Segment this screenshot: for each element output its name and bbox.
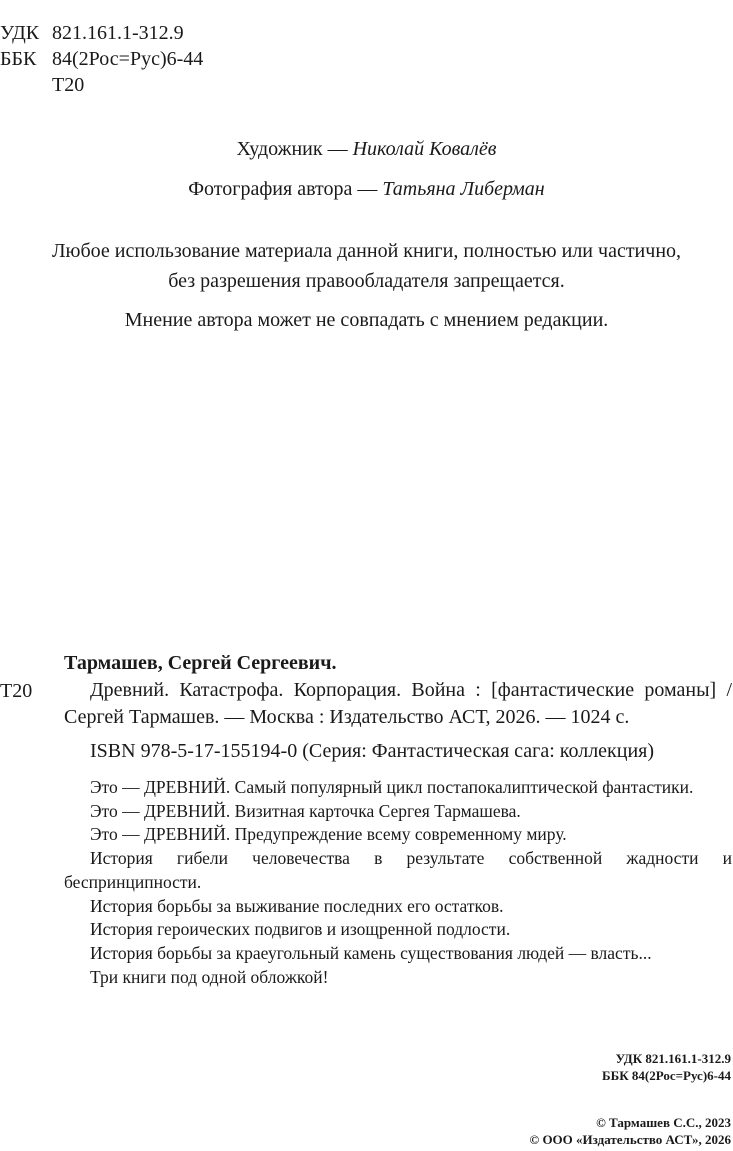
photo-credit (0, 178, 733, 201)
catalog-author: Тармашев, Сергей Сергеевич. (64, 652, 337, 674)
copyright-block (529, 1114, 731, 1148)
udk-label: УДК (0, 22, 40, 44)
copyright-author: © Тармашев С.С., 2023 (596, 1115, 731, 1130)
annotation-line: Это — ДРЕВНИЙ. Предупреждение всему современному миру. (90, 824, 567, 845)
author-mark: Т20 (52, 74, 85, 96)
bottom-udk: УДК 821.161.1-312.9 (615, 1051, 731, 1066)
annotation-line: История борьбы за краеугольный камень существования людей — власть... (90, 942, 652, 963)
catalog-author-mark: Т20 (0, 680, 33, 702)
bottom-bbk: ББК 84(2Рос=Рус)6-44 (602, 1068, 731, 1083)
annotation-line: История героических подвигов и изощренной подлости. (90, 919, 511, 940)
artist-credit (0, 138, 733, 161)
opinion-disclaimer: Мнение автора может не совпадать с мнением редакции. (124, 309, 609, 331)
copyright-notice-line2: без разрешения правообладателя запрещается. (168, 270, 565, 292)
annotation-line: Это — ДРЕВНИЙ. Визитная карточка Сергея Тармашева. (90, 800, 521, 821)
isbn-line: ISBN 978-5-17-155194-0 (Серия: Фантастическая сага: коллекция) (90, 740, 655, 762)
annotation-line: История гибели человечества в результате собственной жадности и беспринципности. (64, 848, 732, 892)
artist-label: Художник — (236, 138, 348, 160)
catalog-entry: Древний. Катастрофа. Корпорация. Война : [фантастические романы] / Сергей Тармашев. — Москва : Издательство АСТ, 2026. — 1024 с. (64, 679, 732, 728)
annotation-line: История борьбы за выживание последних его остатков. (90, 895, 504, 916)
annotation-line: Это — ДРЕВНИЙ. Самый популярный цикл постапокалиптической фантастики. (90, 777, 694, 797)
copyright-publisher: © ООО «Издательство АСТ», 2026 (529, 1132, 731, 1147)
bbk-label: ББК (0, 48, 37, 70)
annotation-line: Три книги под одной обложкой! (90, 966, 329, 987)
bottom-classification-codes (602, 1050, 731, 1084)
classification-codes (0, 20, 203, 98)
photo-name: Татьяна Либерман (382, 178, 545, 200)
copyright-notice (0, 236, 733, 296)
bbk-row (0, 46, 203, 72)
bbk-value: 84(2Рос=Рус)6-44 (52, 48, 204, 70)
copyright-notice-line1: Любое использование материала данной книги, полностью или частично, (51, 240, 682, 262)
photo-label: Фотография автора — (188, 178, 378, 200)
udk-row (0, 20, 203, 46)
udk-value: 821.161.1-312.9 (52, 22, 184, 44)
author-mark-row (0, 72, 203, 98)
annotation (64, 776, 732, 989)
artist-name: Николай Ковалёв (352, 138, 497, 160)
